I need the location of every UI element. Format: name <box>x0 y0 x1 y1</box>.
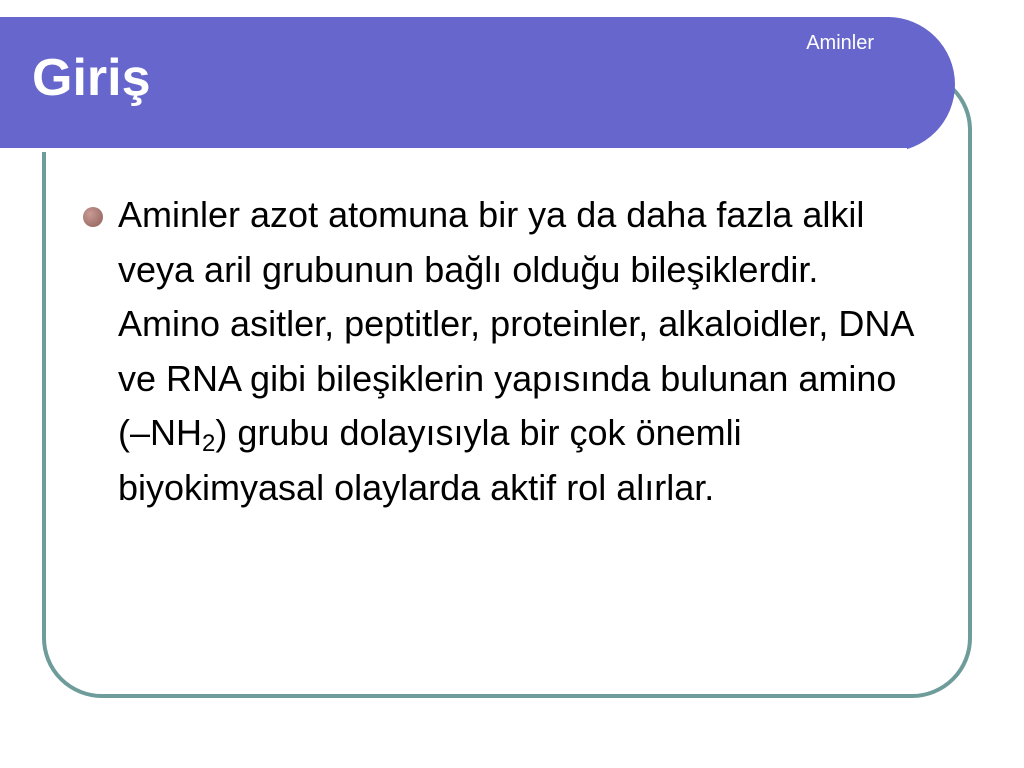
bullet-item <box>80 188 920 515</box>
page-title: Giriş <box>32 49 151 107</box>
bullet-list <box>80 188 920 515</box>
bullet-text-before: Aminler azot atomuna bir ya da daha fazla alkil veya aril grubunun bağlı olduğu bileşiklerdir. Amino asitler, peptitler, proteinler, alkaloidler, DNA ve RNA gibi bileşiklerin yapısında bulunan amino (–NH <box>118 194 913 453</box>
bullet-text <box>118 194 912 508</box>
bullet-dot-icon <box>83 207 103 227</box>
header-divider <box>0 148 907 152</box>
header-label: Aminler <box>806 32 874 54</box>
bullet-subscript: 2 <box>202 430 216 457</box>
bullet-text-after: ) grubu dolayısıyla bir çok önemli biyokimyasal olaylarda aktif rol alırlar. <box>118 412 742 508</box>
